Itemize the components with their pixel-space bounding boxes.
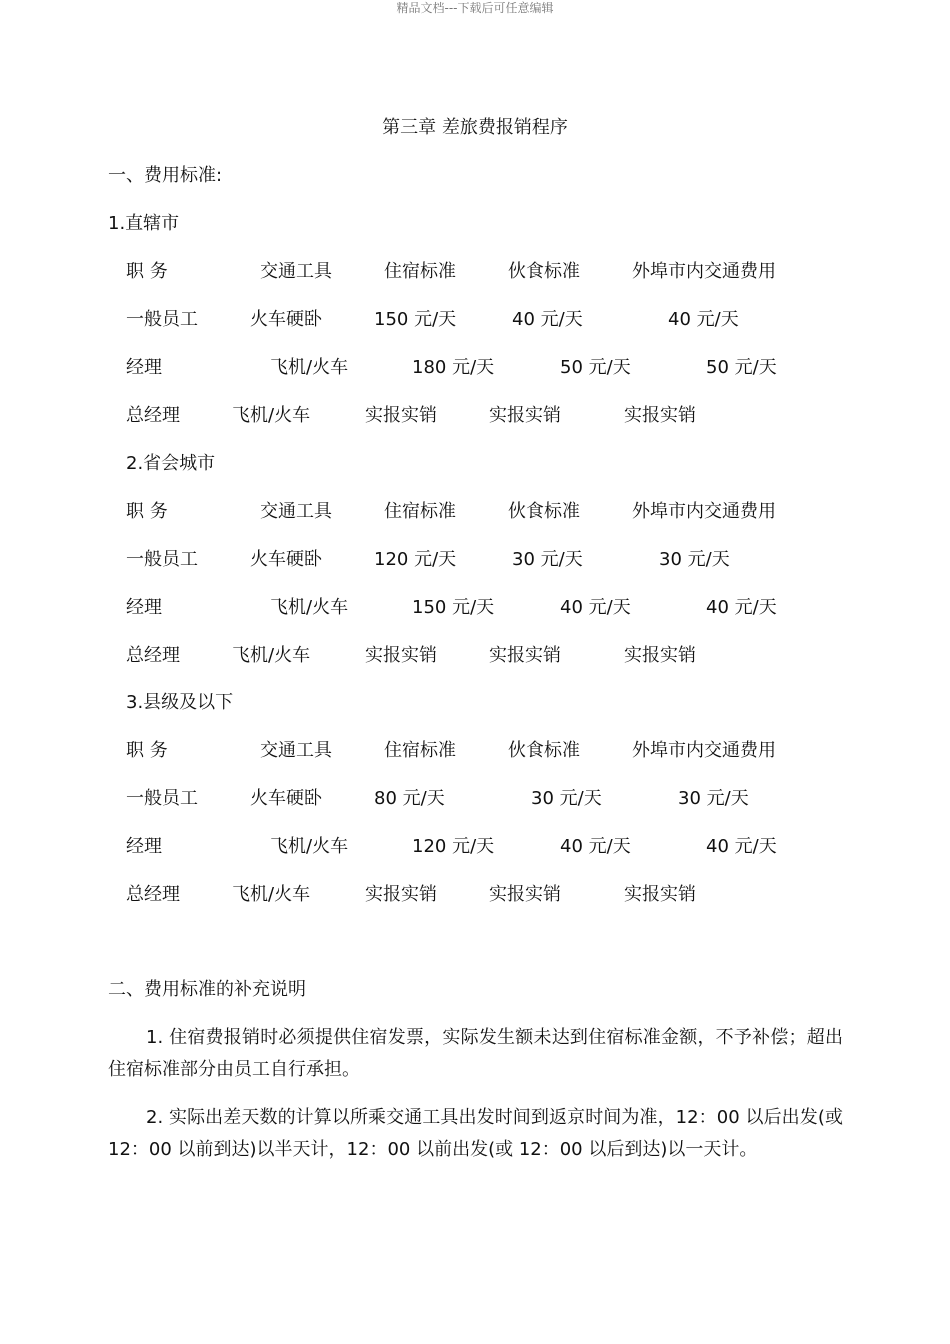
header-cell-local-transport: 外埠市内交通费用	[632, 501, 776, 522]
cell-transport: 飞机/火车	[270, 597, 349, 618]
cell-lodging: 实报实销	[365, 884, 437, 905]
cell-transport: 火车硬卧	[250, 549, 322, 570]
header-cell-lodging: 住宿标准	[384, 261, 456, 282]
cell-lodging: 120 元/天	[412, 836, 495, 857]
header-cell-lodging: 住宿标准	[384, 501, 456, 522]
cell-lodging: 80 元/天	[374, 788, 445, 809]
section-heading-supplementary: 二、费用标准的补充说明	[108, 979, 306, 1000]
cell-position: 经理	[126, 836, 162, 857]
cell-local-transport: 实报实销	[624, 645, 696, 666]
cell-meals: 40 元/天	[560, 836, 631, 857]
table-row	[0, 787, 950, 811]
cell-position: 总经理	[126, 405, 180, 426]
cell-position: 经理	[126, 357, 162, 378]
table-row	[0, 835, 950, 859]
group-label-provincial-capital: 2.省会城市	[126, 453, 216, 474]
header-cell-position: 职 务	[126, 261, 168, 282]
group-label-county-and-below: 3.县级及以下	[126, 692, 234, 713]
table-header-row	[0, 500, 950, 524]
table-row	[0, 404, 950, 428]
cell-local-transport: 40 元/天	[668, 309, 739, 330]
cell-lodging: 实报实销	[365, 405, 437, 426]
cell-transport: 飞机/火车	[232, 645, 311, 666]
cell-transport: 火车硬卧	[250, 309, 322, 330]
cell-lodging: 实报实销	[365, 645, 437, 666]
cell-local-transport: 40 元/天	[706, 836, 777, 857]
cell-position: 经理	[126, 597, 162, 618]
cell-local-transport: 40 元/天	[706, 597, 777, 618]
cell-meals: 实报实销	[489, 645, 561, 666]
table-header-row	[0, 260, 950, 284]
cell-position: 一般员工	[126, 309, 198, 330]
cell-meals: 40 元/天	[560, 597, 631, 618]
header-cell-local-transport: 外埠市内交通费用	[632, 261, 776, 282]
cell-lodging: 120 元/天	[374, 549, 457, 570]
cell-meals: 30 元/天	[512, 549, 583, 570]
cell-meals: 实报实销	[489, 405, 561, 426]
table-row	[0, 356, 950, 380]
table-row	[0, 548, 950, 572]
cell-transport: 飞机/火车	[270, 836, 349, 857]
cell-transport: 飞机/火车	[232, 884, 311, 905]
cell-position: 一般员工	[126, 788, 198, 809]
cell-meals: 30 元/天	[531, 788, 602, 809]
cell-local-transport: 30 元/天	[678, 788, 749, 809]
chapter-title: 第三章 差旅费报销程序	[382, 117, 568, 138]
cell-transport: 飞机/火车	[232, 405, 311, 426]
cell-meals: 实报实销	[489, 884, 561, 905]
table-row	[0, 644, 950, 668]
table-header-row	[0, 739, 950, 763]
table-row	[0, 883, 950, 907]
header-cell-local-transport: 外埠市内交通费用	[632, 740, 776, 761]
cell-meals: 40 元/天	[512, 309, 583, 330]
cell-transport: 火车硬卧	[250, 788, 322, 809]
document-watermark: 精品文档---下载后可任意编辑	[396, 1, 554, 15]
header-cell-position: 职 务	[126, 501, 168, 522]
cell-local-transport: 实报实销	[624, 405, 696, 426]
header-cell-transport: 交通工具	[260, 501, 332, 522]
table-row	[0, 596, 950, 620]
cell-local-transport: 30 元/天	[659, 549, 730, 570]
cell-local-transport: 50 元/天	[706, 357, 777, 378]
supplementary-paragraph-2: 2. 实际出差天数的计算以所乘交通工具出发时间到返京时间为准，12：00 以后出发(或 12：00 以前到达)以半天计，12：00 以前出发(或 12：00 以后到达)以一天计。	[108, 1107, 843, 1160]
cell-lodging: 150 元/天	[374, 309, 457, 330]
header-cell-meals: 伙食标准	[508, 501, 580, 522]
header-cell-transport: 交通工具	[260, 740, 332, 761]
cell-lodging: 180 元/天	[412, 357, 495, 378]
header-cell-position: 职 务	[126, 740, 168, 761]
cell-position: 一般员工	[126, 549, 198, 570]
section-heading-standards: 一、费用标准:	[108, 165, 223, 186]
supplementary-paragraph-1: 1. 住宿费报销时必须提供住宿发票，实际发生额未达到住宿标准金额，不予补偿；超出住宿标准部分由员工自行承担。	[108, 1027, 843, 1080]
cell-lodging: 150 元/天	[412, 597, 495, 618]
header-cell-lodging: 住宿标准	[384, 740, 456, 761]
group-label-municipality: 1.直辖市	[108, 213, 180, 234]
cell-position: 总经理	[126, 884, 180, 905]
cell-local-transport: 实报实销	[624, 884, 696, 905]
table-row	[0, 308, 950, 332]
cell-transport: 飞机/火车	[270, 357, 349, 378]
header-cell-meals: 伙食标准	[508, 261, 580, 282]
cell-meals: 50 元/天	[560, 357, 631, 378]
cell-position: 总经理	[126, 645, 180, 666]
header-cell-meals: 伙食标准	[508, 740, 580, 761]
header-cell-transport: 交通工具	[260, 261, 332, 282]
